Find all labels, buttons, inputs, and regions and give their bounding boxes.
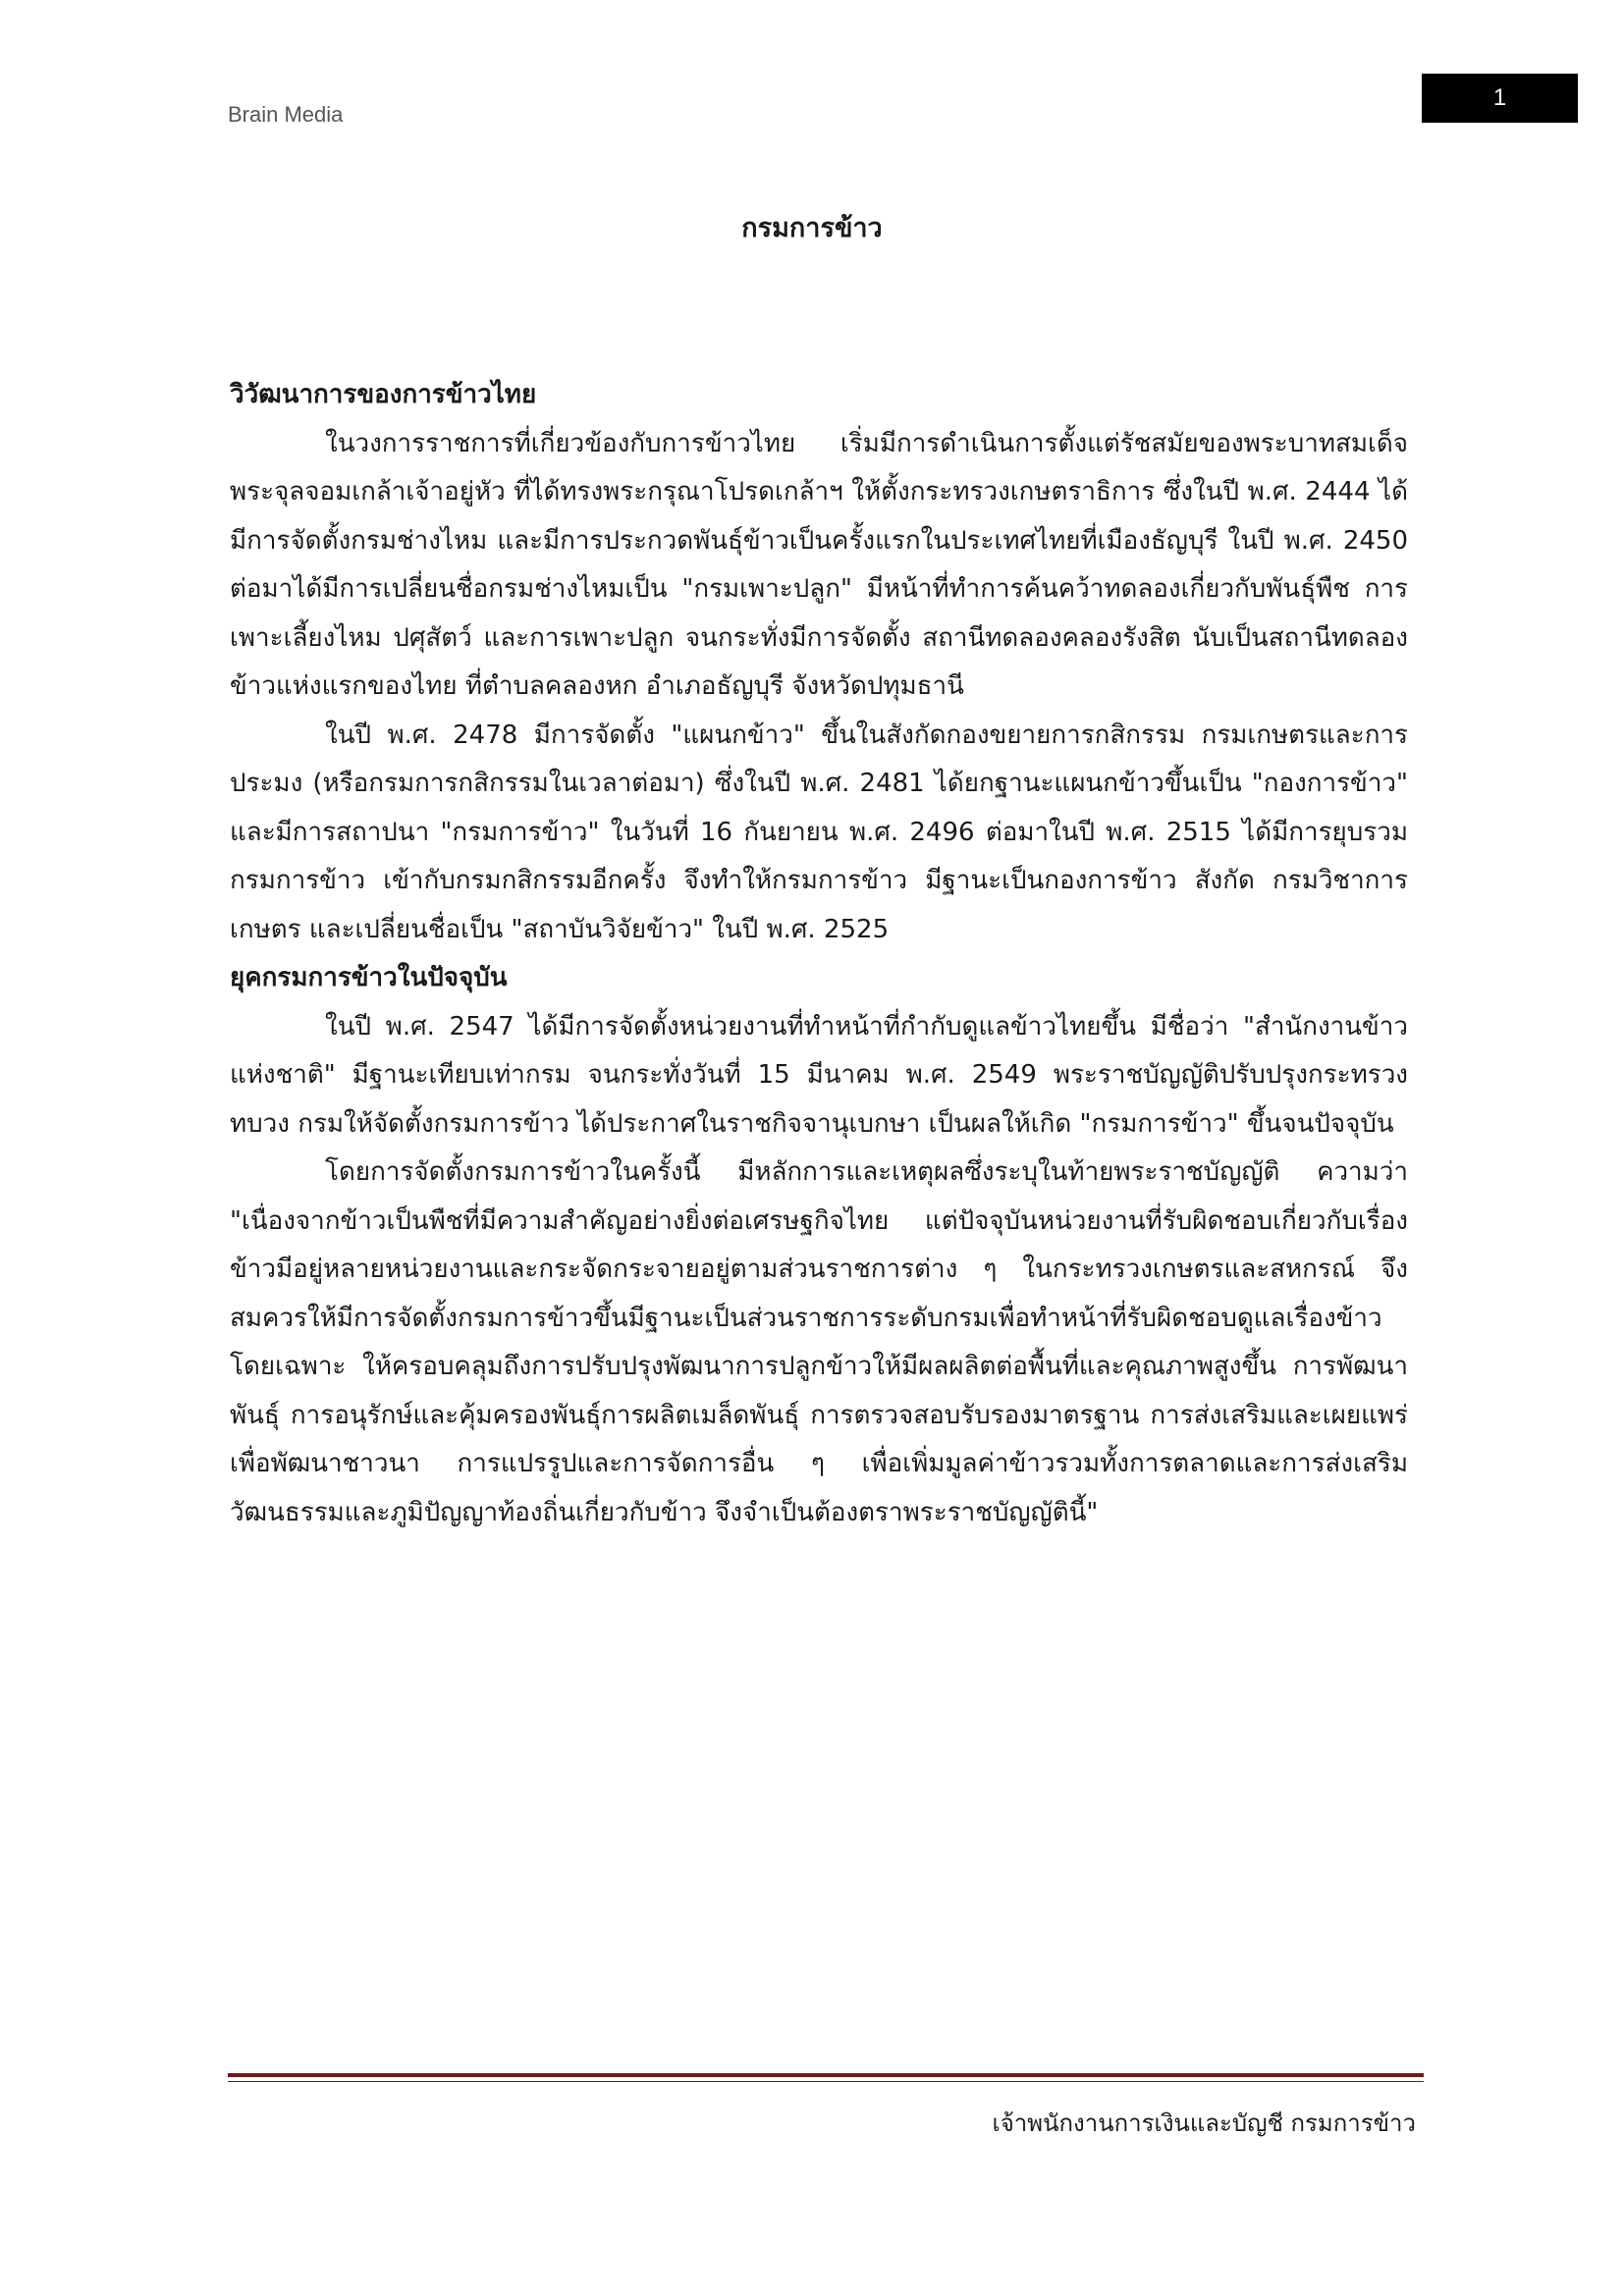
page-number: 1: [1492, 84, 1507, 111]
footer-text: เจ้าพนักงานการเงินและบัญชี กรมการข้าว: [992, 2109, 1416, 2137]
paragraph: โดยการจัดตั้งกรมการข้าวในครั้งนี้ มีหลักการและเหตุผลซึ่งระบุในท้ายพระราชบัญญัติ ความว่า "เนื่องจากข้าวเป็นพืชที่มีความสำคัญอย่างยิ่งต่อเศรษฐกิจไทย แต่ปัจจุบันหน่วยงานที่รับผิดชอบเกี่ยวกับเรื่องข้าวมีอยู่หลายหน่วยงานและกระจัดกระจายอยู่ตามส่วนราชการต่าง ๆ ในกระทรวงเกษตรและสหกรณ์ จึงสมควรให้มีการจัดตั้งกรมการข้าวขึ้นมีฐานะเป็นส่วนราชการระดับกรมเพื่อทำหน้าที่รับผิดชอบดูแลเรื่องข้าวโดยเฉพาะ ให้ครอบคลุมถึงการปรับปรุงพัฒนาการปลูกข้าวให้มีผลผลิตต่อพื้นที่และคุณภาพสูงขึ้น การพัฒนาพันธุ์ การอนุรักษ์และคุ้มครองพันธุ์การผลิตเมล็ดพันธุ์ การตรวจสอบรับรองมาตรฐาน การส่งเสริมและเผยแพร่เพื่อพัฒนาชาวนา การแปรรูปและการจัดการอื่น ๆ เพื่อเพิ่มมูลค่าข้าวรวมทั้งการตลาดและการส่งเสริมวัฒนธรรมและภูมิปัญญาท้องถิ่นเกี่ยวกับข้าว จึงจำเป็นต้องตราพระราชบัญญัตินี้": [230, 1157, 1408, 1527]
section-heading: ยุคกรมการข้าวในปัจจุบัน: [230, 963, 508, 992]
paragraph: ในปี พ.ศ. 2547 ได้มีการจัดตั้งหน่วยงานที่ทำหน้าที่กำกับดูแลข้าวไทยขึ้น มีชื่อว่า "สำนักงานข้าวแห่งชาติ" มีฐานะเทียบเท่ากรม จนกระทั่งวันที่ 15 มีนาคม พ.ศ. 2549 พระราชบัญญัติปรับปรุงกระทรวงทบวง กรมให้จัดตั้งกรมการข้าว ได้ประกาศในราชกิจจานุเบกษา เป็นผลให้เกิด "กรมการข้าว" ขึ้นจนปัจจุบัน: [230, 1011, 1408, 1139]
paragraph: ในวงการราชการที่เกี่ยวข้องกับการข้าวไทย เริ่มมีการดำเนินการตั้งแต่รัชสมัยของพระบาทสมเด็จพระจุลจอมเกล้าเจ้าอยู่หัว ที่ได้ทรงพระกรุณาโปรดเกล้าฯ ให้ตั้งกระทรวงเกษตราธิการ ซึ่งในปี พ.ศ. 2444 ได้มีการจัดตั้งกรมช่างไหม และมีการประกวดพันธุ์ข้าวเป็นครั้งแรกในประเทศไทยที่เมืองธัญบุรี ในปี พ.ศ. 2450 ต่อมาได้มีการเปลี่ยนชื่อกรมช่างไหมเป็น "กรมเพาะปลูก" มีหน้าที่ทำการค้นคว้าทดลองเกี่ยวกับพันธุ์พืช การเพาะเลี้ยงไหม ปศุสัตว์ และการเพาะปลูก จนกระทั่งมีการจัดตั้ง สถานีทดลองคลองรังสิต นับเป็นสถานีทดลองข้าวแห่งแรกของไทย ที่ตำบลคลองหก อำเภอธัญบุรี จังหวัดปทุมธานี: [230, 428, 1408, 701]
header-brand: Brain Media: [228, 102, 344, 127]
section-heading: วิวัฒนาการของการข้าวไทย: [230, 380, 537, 409]
document-body: [230, 371, 1408, 1537]
document-title: กรมการข้าว: [741, 213, 883, 243]
footer-rule-thin: [228, 2081, 1424, 2082]
footer-rule: [228, 2073, 1424, 2077]
paragraph: ในปี พ.ศ. 2478 มีการจัดตั้ง "แผนกข้าว" ขึ้นในสังกัดกองขยายการกสิกรรม กรมเกษตรและการประมง (หรือกรมการกสิกรรมในเวลาต่อมา) ซึ่งในปี พ.ศ. 2481 ได้ยกฐานะแผนกข้าวขึ้นเป็น "กองการข้าว" และมีการสถาปนา "กรมการข้าว" ในวันที่ 16 กันยายน พ.ศ. 2496 ต่อมาในปี พ.ศ. 2515 ได้มีการยุบรวมกรมการข้าว เข้ากับกรมกสิกรรมอีกครั้ง จึงทำให้กรมการข้าว มีฐานะเป็นกองการข้าว สังกัด กรมวิชาการเกษตร และเปลี่ยนชื่อเป็น "สถาบันวิจัยข้าว" ในปี พ.ศ. 2525: [230, 720, 1408, 944]
page-number-badge: [1422, 74, 1578, 123]
